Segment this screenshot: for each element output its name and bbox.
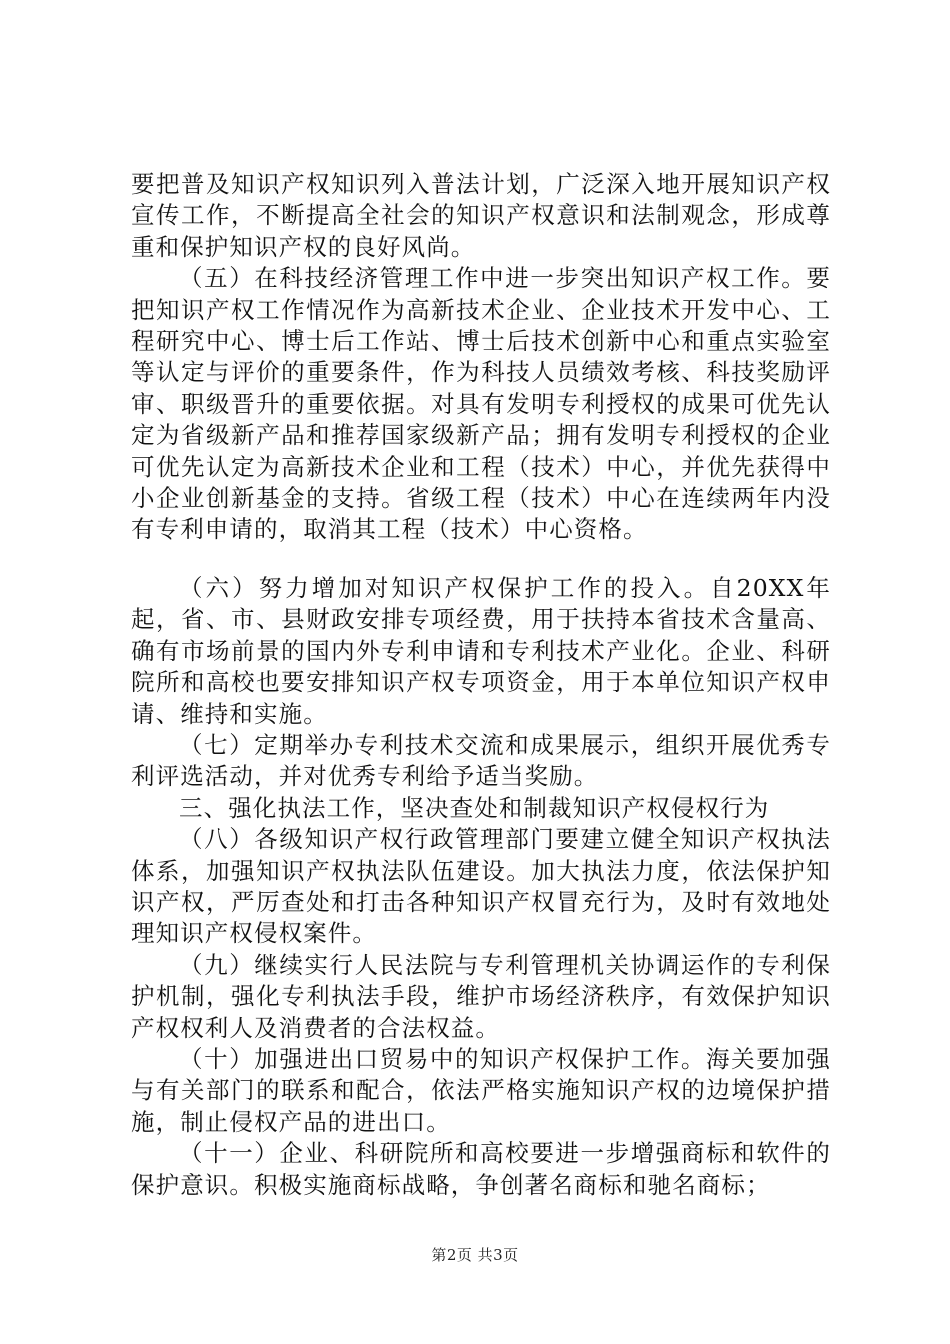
paragraph-item-11: （十一）企业、科研院所和高校要进一步增强商标和软件的保护意识。积极实施商标战略，争创著名商标和驰名商标； [131,1139,831,1199]
paragraph-item-7: （七）定期举办专利技术交流和成果展示，组织开展优秀专利评选活动，并对优秀专利给予适当奖励。 [131,730,831,791]
document-body [131,169,831,1201]
paragraph-continuation: 要把普及知识产权知识列入普法计划，广泛深入地开展知识产权宣传工作，不断提高全社会的知识产权意识和法制观念，形成尊重和保护知识产权的良好风尚。 [131,170,831,261]
paragraph-item-6: （六）努力增加对知识产权保护工作的投入。自20XX年起，省、市、县财政安排专项经费，用于扶持本省技术含量高、确有市场前景的国内外专利申请和专利技术产业化。企业、科研院所和高校也要安排知识产权专项资金，用于本单位知识产权申请、维持和实施。 [131,573,831,728]
paragraph-item-8: （八）各级知识产权行政管理部门要建立健全知识产权执法体系，加强知识产权执法队伍建设。加大执法力度，依法保护知识产权，严厉查处和打击各种知识产权冒充行为，及时有效地处理知识产权侵权案件。 [131,825,831,948]
section-heading-3: 三、强化执法工作，坚决查处和制裁知识产权侵权行为 [179,793,770,822]
paragraph-item-5: （五）在科技经济管理工作中进一步突出知识产权工作。要把知识产权工作情况作为高新技术企业、企业技术开发中心、工程研究中心、博士后工作站、博士后技术创新中心和重点实验室等认定与评价的重要条件，作为科技人员绩效考核、科技奖励评审、职级晋升的重要依据。对具有发明专利授权的成果可优先认定为省级新产品和推荐国家级新产品；拥有发明专利授权的企业可优先认定为高新技术企业和工程（技术）中心，并优先获得中小企业创新基金的支持。省级工程（技术）中心在连续两年内没有专利申请的，取消其工程（技术）中心资格。 [131,264,831,544]
page-footer: 第2页 共3页 [431,1246,519,1264]
paragraph-item-9: （九）继续实行人民法院与专利管理机关协调运作的专利保护机制，强化专利执法手段，维护市场经济秩序，有效保护知识产权权利人及消费者的合法权益。 [131,950,831,1042]
paragraph-item-10: （十）加强进出口贸易中的知识产权保护工作。海关要加强与有关部门的联系和配合，依法严格实施知识产权的边境保护措施，制止侵权产品的进出口。 [131,1044,831,1136]
